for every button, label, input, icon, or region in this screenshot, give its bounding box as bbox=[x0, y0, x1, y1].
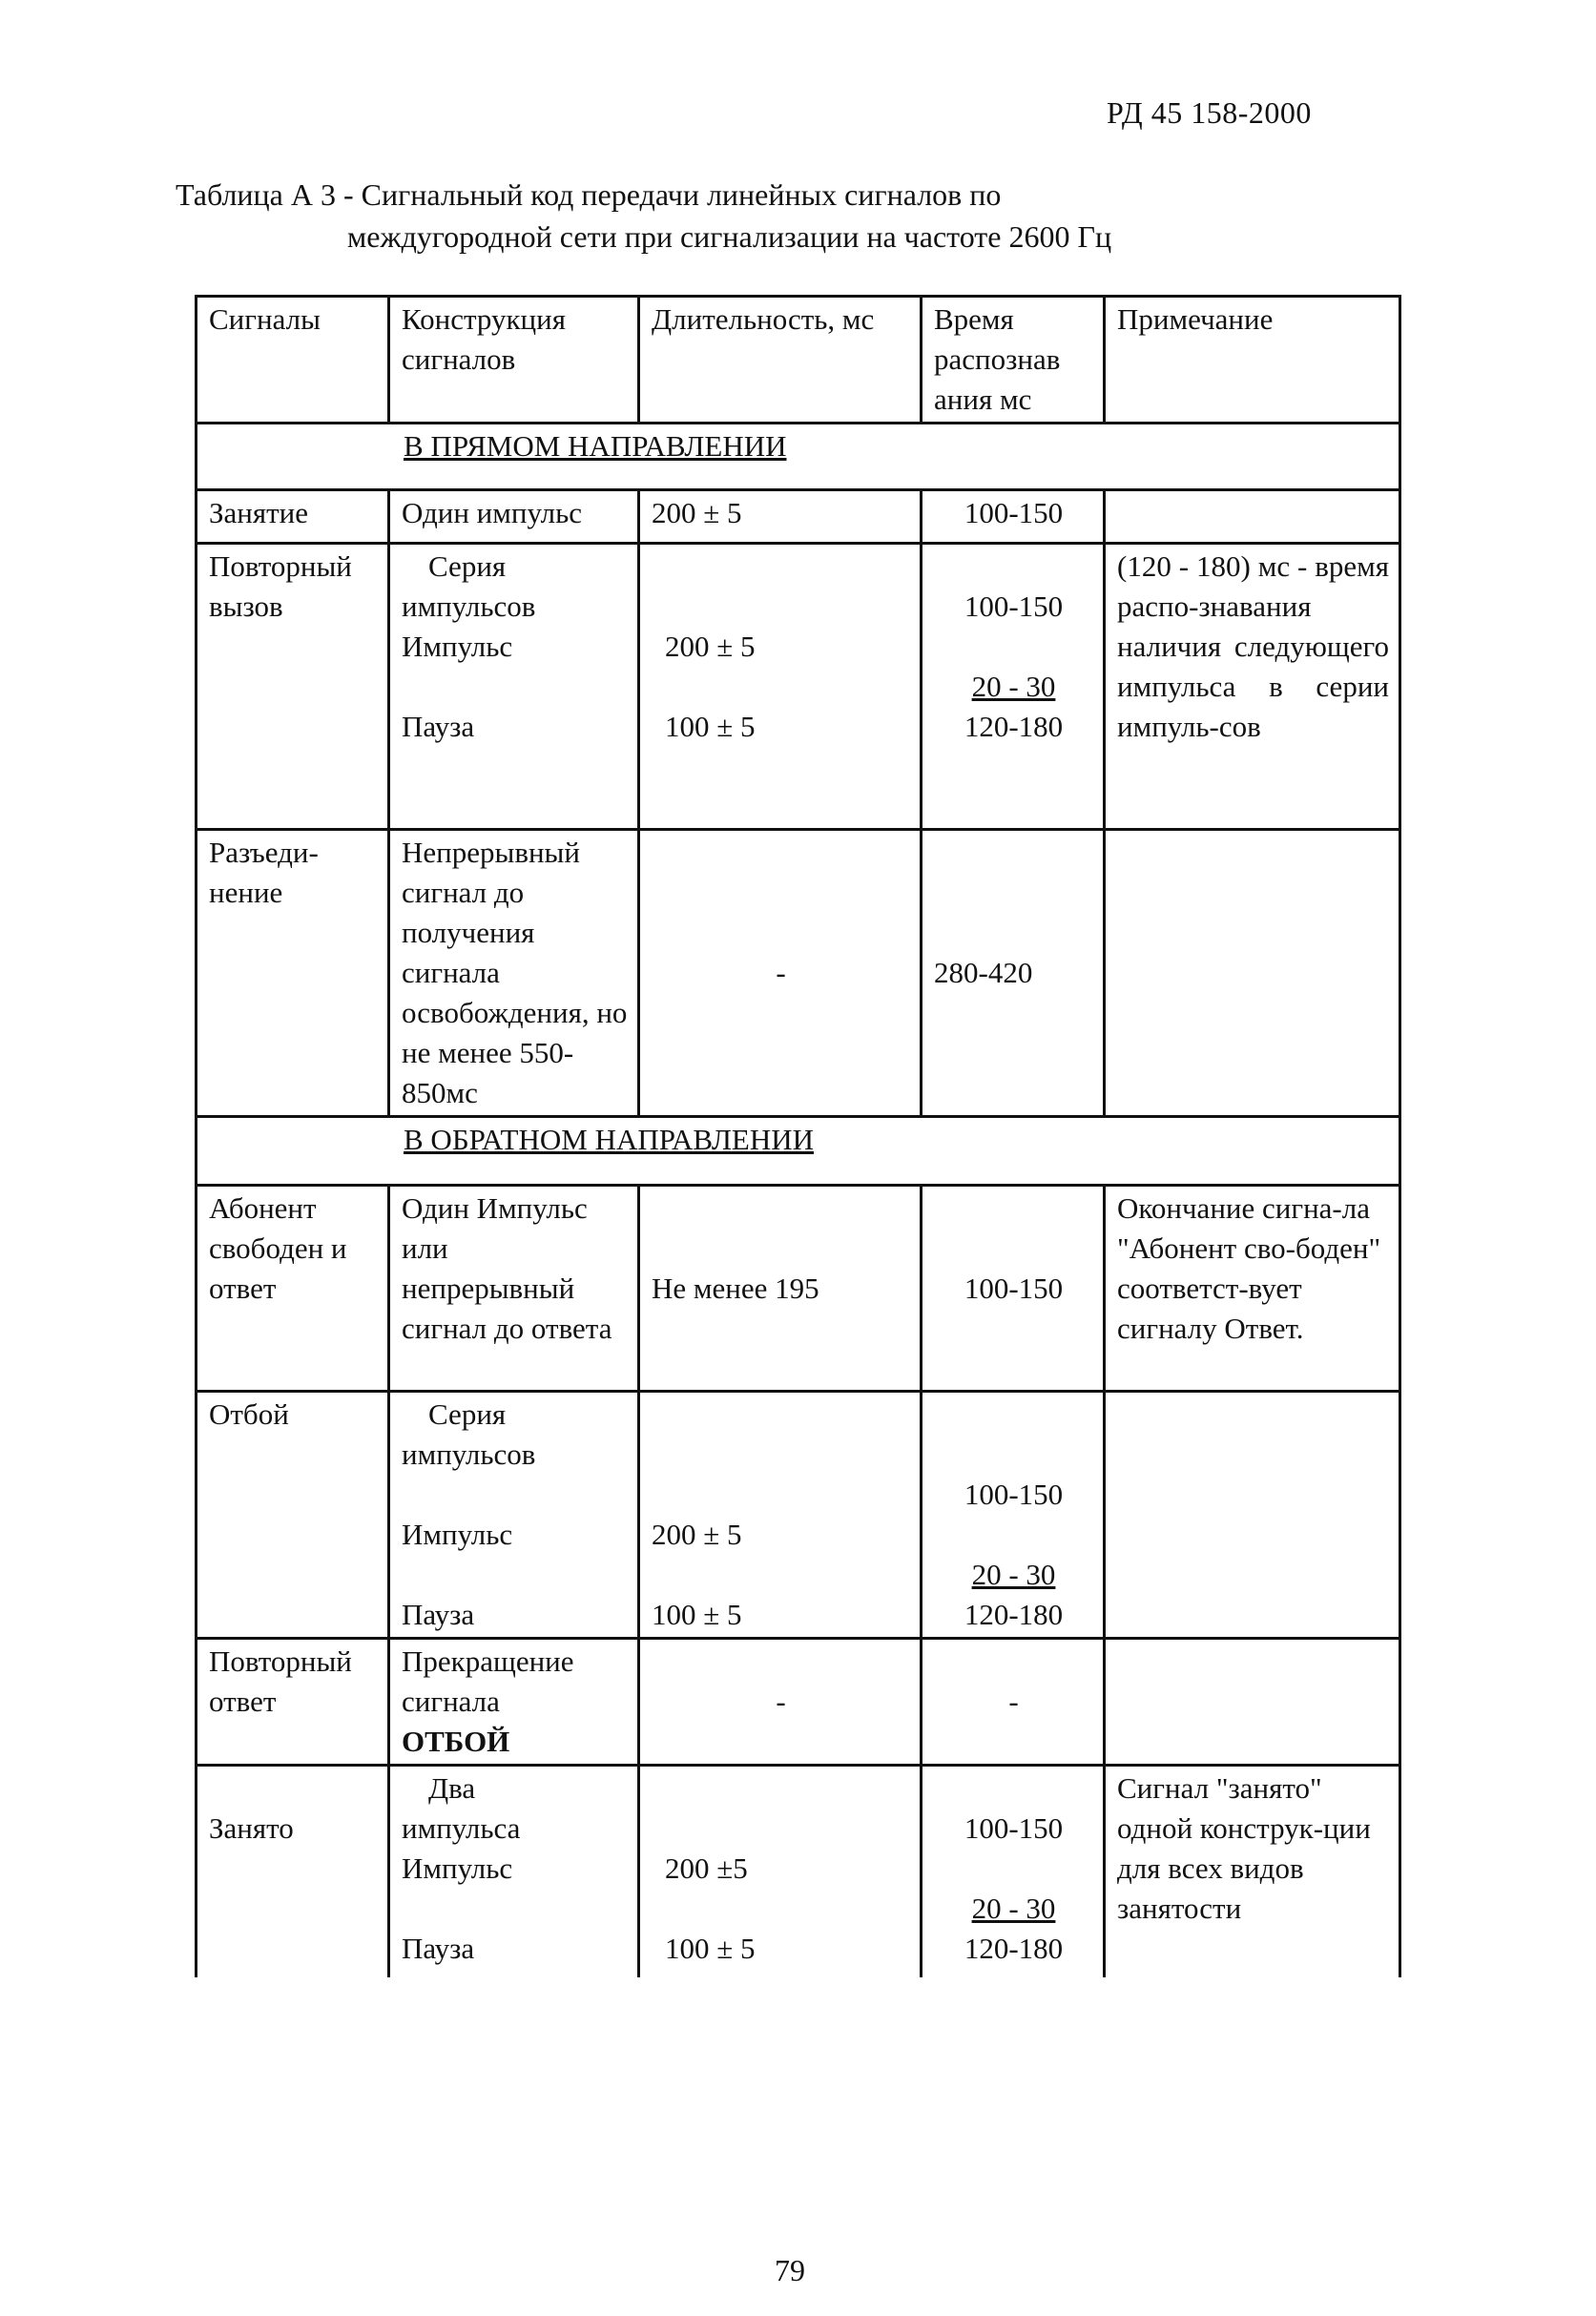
construction-pulses: импульса bbox=[402, 1811, 521, 1845]
cell-construction bbox=[389, 1766, 639, 1977]
construction-stop: Прекращение сигнала bbox=[402, 1644, 574, 1718]
table-row bbox=[197, 1639, 1400, 1766]
construction-pause: Пауза bbox=[402, 1598, 475, 1631]
recognition-pause: 120-180 bbox=[964, 710, 1064, 743]
cell-duration bbox=[639, 1766, 922, 1977]
recognition-series: 100-150 bbox=[964, 1811, 1064, 1845]
header-signals: Сигналы bbox=[197, 297, 389, 424]
signal-code-table bbox=[195, 295, 1401, 1977]
cell-signal: Разъеди-нение bbox=[197, 830, 389, 1117]
signal-busy: Занято bbox=[209, 1811, 294, 1845]
construction-pulse: Импульс bbox=[402, 1518, 513, 1551]
header-recognition: Время распознав ания мс bbox=[922, 297, 1105, 424]
construction-series: Серия bbox=[428, 549, 507, 583]
recognition-pause: 120-180 bbox=[964, 1598, 1064, 1631]
cell-construction bbox=[389, 1392, 639, 1639]
construction-pulses: импульсов bbox=[402, 1437, 536, 1471]
cell-construction bbox=[389, 1639, 639, 1766]
recognition-series: 100-150 bbox=[964, 1478, 1064, 1511]
cell-recognition bbox=[922, 1766, 1105, 1977]
cell-note bbox=[1105, 1639, 1400, 1766]
duration-pulse: 200 ±5 bbox=[665, 1851, 748, 1885]
duration-pulse: 200 ± 5 bbox=[652, 1518, 742, 1551]
cell-note: (120 - 180) мс - время распо-знавания наличия следующего импульса в серии импуль-сов bbox=[1105, 544, 1400, 830]
duration-pause: 100 ± 5 bbox=[652, 1598, 742, 1631]
cell-construction bbox=[389, 544, 639, 830]
header-construction: Конструкция сигналов bbox=[389, 297, 639, 424]
construction-pause: Пауза bbox=[402, 710, 475, 743]
header-duration: Длительность, мс bbox=[639, 297, 922, 424]
cell-duration: 200 ± 5 bbox=[639, 490, 922, 544]
duration-pause: 100 ± 5 bbox=[665, 710, 756, 743]
cell-signal bbox=[197, 1766, 389, 1977]
recognition-pulse: 20 - 30 bbox=[971, 1558, 1056, 1591]
duration-pause: 100 ± 5 bbox=[665, 1932, 756, 1965]
cell-note: Окончание сигна-ла "Абонент сво-боден" соответст-вует сигналу Ответ. bbox=[1105, 1186, 1400, 1392]
construction-pulses: импульсов bbox=[402, 589, 536, 623]
section-backward-label: В ОБРАТНОМ НАПРАВЛЕНИИ bbox=[404, 1123, 815, 1156]
caption-line-2: междугородной сети при сигнализации на частоте 2600 Гц bbox=[347, 219, 1112, 254]
cell-signal: Повторный ответ bbox=[197, 1639, 389, 1766]
construction-series: Серия bbox=[428, 1397, 507, 1431]
table-row bbox=[197, 1766, 1400, 1977]
table-row bbox=[197, 830, 1400, 1117]
table-row bbox=[197, 1392, 1400, 1639]
cell-recognition: 100-150 bbox=[922, 490, 1105, 544]
cell-construction: Один импульс bbox=[389, 490, 639, 544]
construction-two: Два bbox=[428, 1771, 476, 1805]
cell-note bbox=[1105, 490, 1400, 544]
recognition-pulse: 20 - 30 bbox=[971, 670, 1056, 703]
cell-duration: Не менее 195 bbox=[639, 1186, 922, 1392]
header-note: Примечание bbox=[1105, 297, 1400, 424]
document-code: РД 45 158-2000 bbox=[1107, 95, 1312, 130]
cell-duration: - bbox=[639, 1639, 922, 1766]
cell-construction: Непрерывный сигнал до получения сигнала освобождения, но не менее 550-850мс bbox=[389, 830, 639, 1117]
cell-signal: Повторный вызов bbox=[197, 544, 389, 830]
cell-note bbox=[1105, 830, 1400, 1117]
section-forward-label: В ПРЯМОМ НАПРАВЛЕНИИ bbox=[404, 429, 787, 463]
cell-construction: Один Импульс или непрерывный сигнал до ответа bbox=[389, 1186, 639, 1392]
table-row bbox=[197, 1186, 1400, 1392]
table-row bbox=[197, 490, 1400, 544]
construction-pause: Пауза bbox=[402, 1932, 475, 1965]
cell-duration: - bbox=[639, 830, 922, 1117]
section-row-forward bbox=[197, 424, 1400, 490]
table-header-row bbox=[197, 297, 1400, 424]
duration-pulse: 200 ± 5 bbox=[665, 630, 756, 663]
construction-pulse: Импульс bbox=[402, 1851, 513, 1885]
construction-clear-back: ОТБОЙ bbox=[402, 1725, 510, 1758]
cell-recognition: 100-150 bbox=[922, 1186, 1105, 1392]
cell-signal: Отбой bbox=[197, 1392, 389, 1639]
recognition-pulse: 20 - 30 bbox=[971, 1892, 1056, 1925]
recognition-pause: 120-180 bbox=[964, 1932, 1064, 1965]
cell-recognition bbox=[922, 1392, 1105, 1639]
cell-note bbox=[1105, 1392, 1400, 1639]
cell-note: Сигнал "занято" одной конструк-ции для всех видов занятости bbox=[1105, 1766, 1400, 1977]
table-caption bbox=[176, 174, 1111, 258]
recognition-series: 100-150 bbox=[964, 589, 1064, 623]
cell-recognition bbox=[922, 544, 1105, 830]
section-row-backward bbox=[197, 1117, 1400, 1186]
table-row bbox=[197, 544, 1400, 830]
cell-signal: Абонент свободен и ответ bbox=[197, 1186, 389, 1392]
cell-duration bbox=[639, 544, 922, 830]
construction-pulse: Импульс bbox=[402, 630, 513, 663]
cell-recognition: - bbox=[922, 1639, 1105, 1766]
caption-line-1: Таблица А 3 - Сигнальный код передачи линейных сигналов по bbox=[176, 177, 1002, 212]
page-number: 79 bbox=[775, 2253, 805, 2287]
cell-recognition: 280-420 bbox=[922, 830, 1105, 1117]
cell-signal: Занятие bbox=[197, 490, 389, 544]
cell-duration bbox=[639, 1392, 922, 1639]
